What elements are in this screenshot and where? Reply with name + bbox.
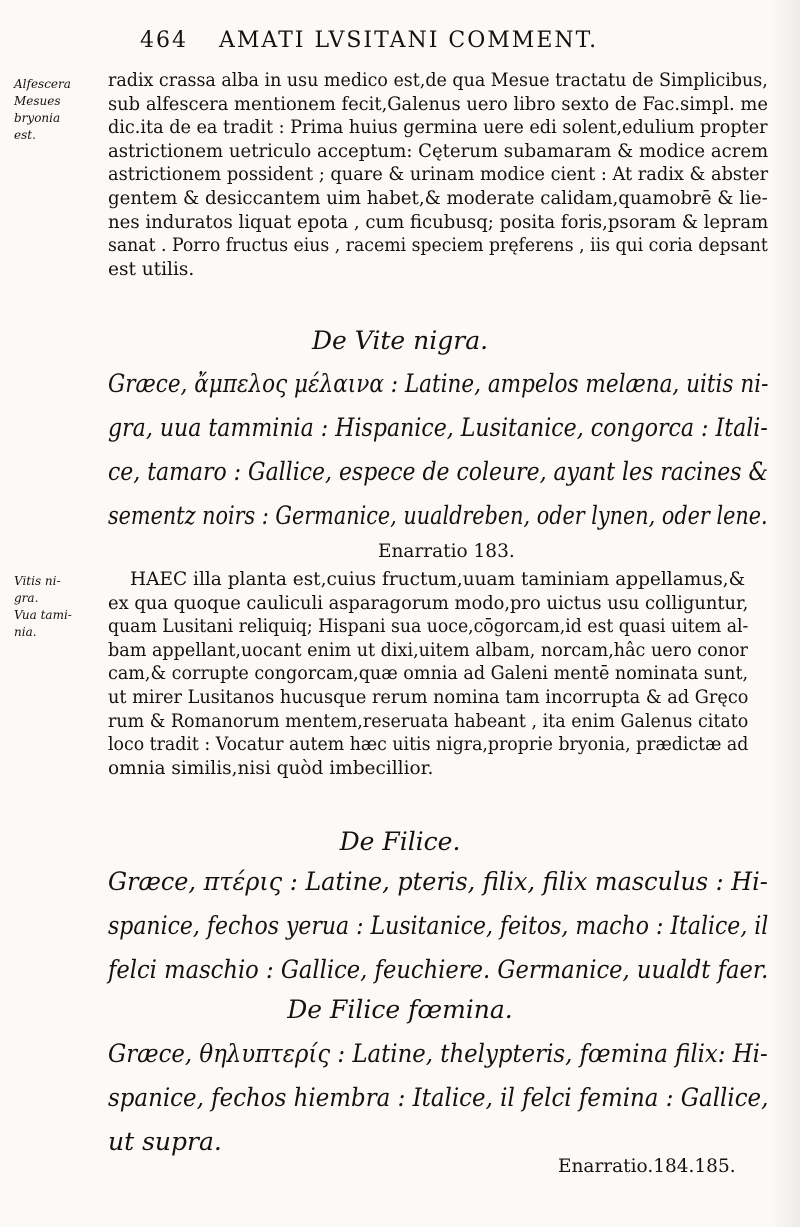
text-line: gra, uua tamminia : Hispanice, Lusitanice, congorca : Itali- — [108, 413, 768, 442]
text-line: bam appellant,uocant enim ut dixi,uitem albam, norcam,hâc uero conor — [108, 639, 748, 661]
text-line: sanat . Porro fructus eius , racemi speciem pręferens , iis qui coria depsant — [108, 235, 768, 257]
text-line: radix crassa alba in usu medico est,de qua Mesue tractatu de Simplicibus, — [108, 70, 768, 91]
text-line: astrictionem possident ; quare & urinam modice cient : At radix & abster — [108, 164, 769, 186]
text-line: ce, tamaro : Gallice, espece de coleure, ayant les racines & — [108, 457, 769, 486]
text-line: cam,& corrupte congorcam,quæ omnia ad Galeni mentē nominata sunt, — [108, 663, 749, 685]
text-line: astrictionem uetriculo acceptum: Cęterum subamaram & modice acrem — [108, 140, 769, 162]
text-line: ex qua quoque cauliculi asparagorum modo,pro uictus usu colliguntur, — [108, 592, 749, 614]
synonyms-filice-foemina — [108, 1032, 768, 1164]
enarratio-183: Enarratio 183. — [378, 541, 515, 562]
page-number: 464 — [140, 28, 188, 53]
running-title: AMATI LVSITANI COMMENT. — [219, 28, 599, 53]
margin-note-alfescera: Alfescera Mesues bryonia est. — [14, 77, 71, 142]
text-line: dic.ita de ea tradit : Prima huius germina uere edi solent,edulium propter — [108, 117, 768, 139]
text-line: sementz noirs : Germanice, uualdreben, oder lynen, oder lene. — [108, 501, 768, 530]
text-line: HAEC illa planta est,cuius fructum,uuam taminiam appellamus,& — [130, 569, 746, 590]
page-edge-shadow — [770, 0, 800, 1227]
enarratio-184-185: Enarratio.184.185. — [558, 1156, 736, 1177]
text-line: spanice, fechos hiembra : Italice, il felci femina : Gallice, — [108, 1083, 769, 1112]
text-line: sub alfescera mentionem fecit,Galenus uero libro sexto de Fac.simpl. me — [108, 93, 768, 115]
text-line: felci maschio : Gallice, feuchiere. Germanice, uualdt faer. — [108, 955, 769, 984]
paragraph-haec — [108, 568, 770, 780]
synonyms-vite-nigra — [108, 362, 768, 538]
text-line: Græce, θηλυπτερίς : Latine, thelypteris, fœmina filix: Hi- — [108, 1039, 768, 1068]
text-line: Græce, πτέρις : Latine, pteris, filix, filix masculus : Hi- — [108, 867, 768, 896]
margin-note-vitis-nigra: Vitis ni- gra. Vua tami- nia. — [14, 574, 72, 639]
text-line: gentem & desiccantem uim habet,& moderate calidam,quamobrē & lie- — [108, 187, 768, 209]
text-line: ut mirer Lusitanos hucusque rerum nomina tam incorrupta & ad Gręco — [108, 686, 749, 708]
paragraph-alfescera — [108, 69, 768, 281]
heading-de-filice: De Filice. — [339, 827, 461, 856]
text-line: nes induratos liquat epota , cum ficubusq; posita foris,psoram & lepram — [108, 211, 769, 233]
heading-de-vite-nigra: De Vite nigra. — [311, 326, 489, 355]
text-line: Græce, ἄμπελος μέλαινα : Latine, ampelos melæna, uitis ni- — [108, 369, 769, 398]
text-line: omnia similis,nisi quòd imbecillior. — [108, 757, 434, 779]
text-line: spanice, fechos yerua : Lusitanice, feitos, macho : Italice, il — [108, 911, 769, 940]
text-line: quam Lusitani reliquiq; Hispani sua uoce,cōgorcam,id est quasi uitem al- — [108, 616, 749, 638]
heading-de-filice-foemina: De Filice fœmina. — [287, 995, 513, 1024]
running-header — [140, 28, 660, 53]
synonyms-filice — [108, 860, 768, 992]
text-line: ut supra. — [108, 1127, 222, 1156]
text-line: loco tradit : Vocatur autem hæc uitis nigra,proprie bryonia, prædictæ ad — [108, 734, 749, 756]
text-line: rum & Romanorum mentem,reseruata habeant , ita enim Galenus citato — [108, 710, 749, 732]
text-line: est utilis. — [108, 258, 195, 280]
